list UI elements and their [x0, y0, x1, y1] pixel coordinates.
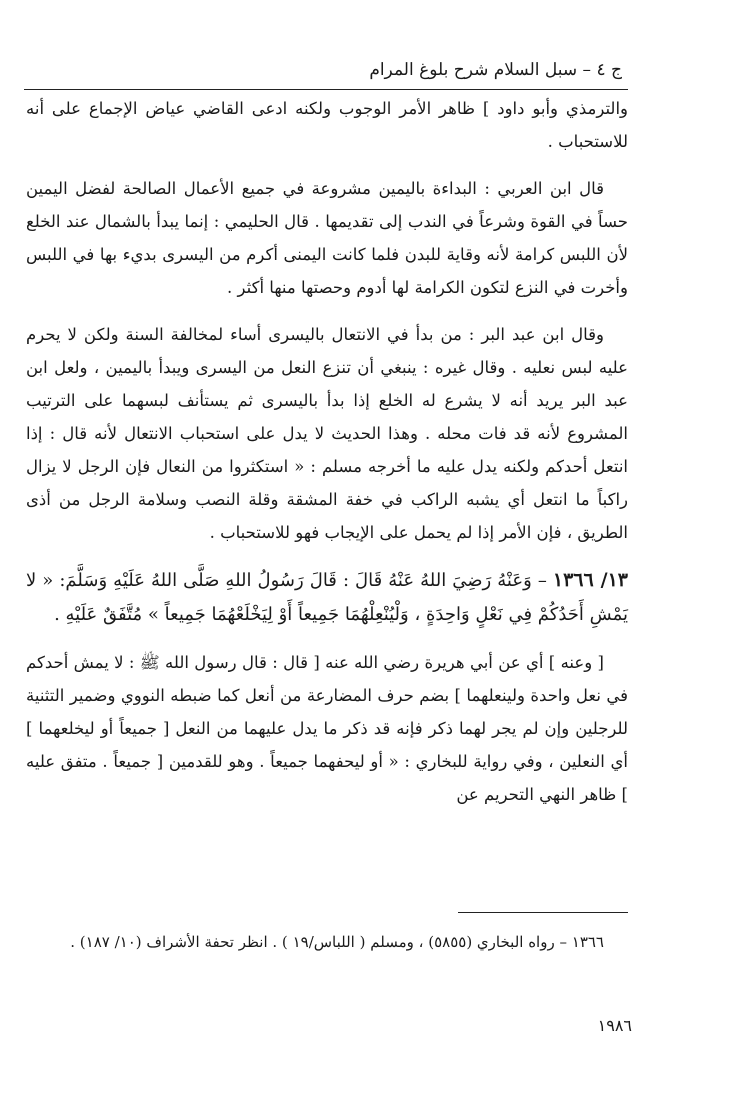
paragraph-gap	[26, 632, 628, 646]
paragraph-gap	[26, 158, 628, 172]
paragraph-gap	[26, 304, 628, 318]
paragraph-3: وقال ابن عبد البر : من بدأ في الانتعال باليسرى أساء لمخالفة السنة ولكن لا يحرم عليه لبس نعليه . وقال غيره : ينبغي أن تنزع النعل من اليسرى ويبدأ باليمين ، ولعل ابن عبد البر يريد أنه لا يشرع له الخلع إذا بدأ باليسرى ثم يستأنف لبسهما على الترتيب المشروع لأنه قد فات محله . وهذا الحديث لا يدل على استحباب الانتعال لأنه قال : إذا انتعل أحدكم ولكنه يدل عليه ما أخرجه مسلم : « استكثروا من النعال فإن الرجل لا يزال راكباً ما انتعل أي يشبه الراكب في خفة المشقة وقلة النصب وسلامة الرجل من أذى الطريق ، فإن الأمر إذا لم يحمل على الإيجاب فهو للاستحباب .	[26, 325, 628, 542]
page-number: ١٩٨٦	[597, 1016, 632, 1035]
header-rule	[24, 89, 628, 90]
hadith-text: – وَعَنْهُ رَضِيَ اللهُ عَنْهُ قَالَ : قَالَ رَسُولُ اللهِ صَلَّى اللهُ عَلَيْهِ وَسَلَّمَ: « لا يَمْشِ أَحَدُكُمْ فِي نَعْلٍ وَاحِدَةٍ ، وَلْيُنْعِلْهُمَا جَمِيعاً أَوْ لِيَخْلَعْهُمَا جَمِيعاً » مُتَّفَقٌ عَلَيْهِ .	[26, 570, 628, 625]
running-header: ج ٤ – سبل السلام شرح بلوغ المرام	[369, 60, 622, 80]
paragraph-2: قال ابن العربي : البداءة باليمين مشروعة في جميع الأعمال الصالحة لفضل اليمين حساً في القوة وشرعاً في الندب إلى تقديمها . قال الحليمي : إنما يبدأ بالشمال عند الخلع لأن اللبس كرامة لأنه وقاية للبدن فلما كانت اليمنى أكرم من اليسرى بديء بها في اللبس وأخرت في النزع لتكون الكرامة لها أدوم وحصتها منها أكثر .	[26, 179, 628, 297]
hadith-number: ١٣/ ١٣٦٦	[552, 569, 628, 591]
paragraph-1: والترمذي وأبو داود ] ظاهر الأمر الوجوب ولكنه ادعى القاضي عياض الإجماع على أنه للاستحباب .	[26, 99, 628, 151]
footnote-rule	[458, 912, 628, 913]
paragraph-4: [ وعنه ] أي عن أبي هريرة رضي الله عنه [ قال : قال رسول الله ﷺ : لا يمش أحدكم في نعل واحدة ولينعلهما ] بضم حرف المضارعة من أنعل كما ضبطه النووي وضمير التثنية للرجلين وإن لم يجر لهما ذكر فإنه قد ذكر ما يدل عليهما من النعل [ جميعاً أو ليخلعهما ] أي النعلين ، وفي رواية للبخاري : « أو ليحفهما جميعاً . وهو للقدمين [ جميعاً . متفق عليه ] ظاهر النهي التحريم عن	[26, 653, 628, 804]
paragraph-gap	[26, 549, 628, 563]
footnote	[26, 926, 628, 959]
footnote-text: ١٣٦٦ – رواه البخاري (٥٨٥٥) ، ومسلم ( اللباس/١٩ ) . انظر تحفة الأشراف (١٠/ ١٨٧) .	[70, 933, 604, 951]
main-text	[26, 92, 628, 811]
hadith-paragraph	[26, 563, 628, 632]
